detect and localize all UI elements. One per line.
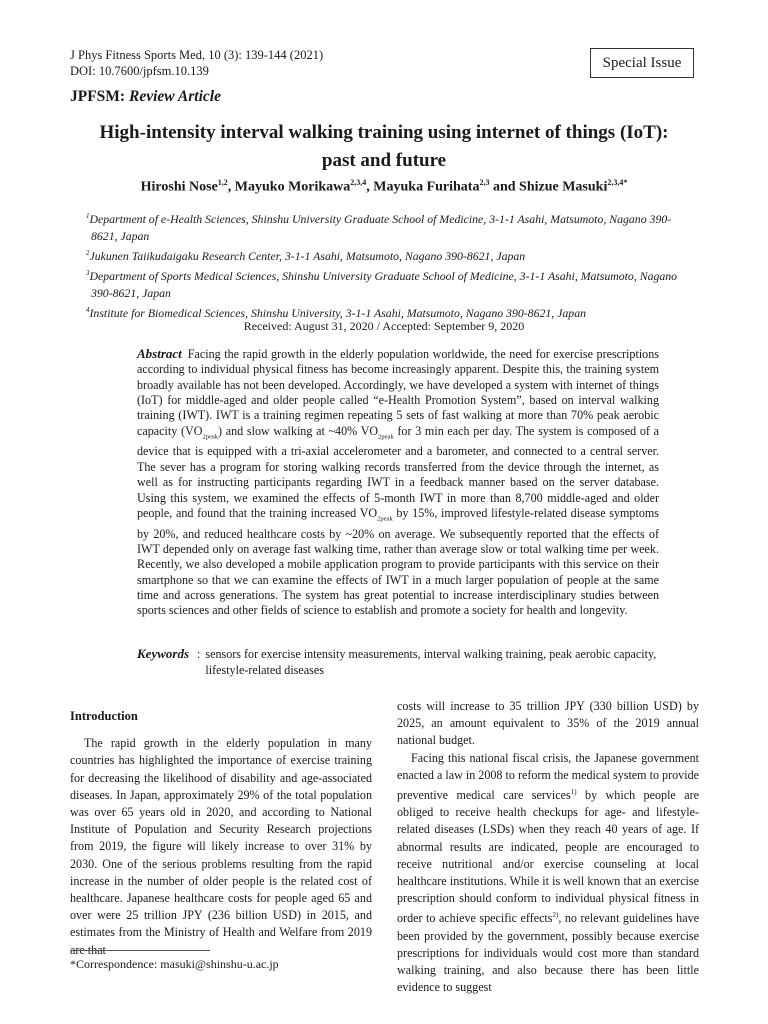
body-paragraph	[397, 750, 699, 997]
article-type-label: Review Article	[128, 88, 221, 105]
affiliation	[86, 245, 696, 265]
abstract-text: Facing the rapid growth in the elderly population worldwide, the need for exercise prescriptions according to individual physical fitness has become increasingly apparent. Despite this, the training system broadly available has not been developed. Accordingly, we have developed a system with internet of things (IoT) for middle-aged and older people called “e-Health Promotion System”, based on interval walking training (IWT). IWT is a training regimen repeating 5 sets of fast walking at more than 70% peak aerobic capacity (VO	[137, 347, 659, 438]
journal-citation-block	[70, 47, 323, 79]
author-list	[60, 178, 708, 196]
body-text: by which people are obliged to receive health checkups for age- and lifestyle-related diseases (LSDs) when they reach 40 years of age. If abnormal results are indicated, people are encouraged to receive nutritional and/or exercise counseling at local healthcare institutions. While it is well known that an exercise prescription should conform to individual physical fitness in order to achieve specific effects	[397, 788, 699, 926]
affiliation-text: Department of e-Health Sciences, Shinshu University Graduate School of Medicine, 3-1-1 Asahi, Matsumoto, Nagano 390-8621, Japan	[89, 211, 672, 243]
affiliation-text: Institute for Biomedical Sciences, Shinshu University, 3-1-1 Asahi, Matsumoto, Nagano 390-8621, Japan	[89, 305, 587, 320]
abstract	[137, 346, 659, 619]
footnote-divider	[70, 950, 210, 951]
right-column	[397, 698, 699, 997]
subscript: 2peak	[378, 433, 394, 441]
article-type	[70, 88, 221, 106]
abstract-text: ) and slow walking at ~40% VO	[218, 423, 379, 438]
journal-citation: J Phys Fitness Sports Med, 10 (3): 139-144 (2021)	[70, 48, 324, 62]
keywords	[137, 646, 659, 678]
received-accepted-dates: Received: August 31, 2020 / Accepted: September 9, 2020	[243, 319, 525, 333]
keywords-colon: :	[197, 647, 201, 661]
author-name: Shizue Masuki	[519, 179, 608, 195]
abstract-text: for 3 min each per day. The system is composed of a device that is equipped with a tri-axial accelerometer and a barometer, and connected to a central server. The sever has a program for storing walking records transferred from the device through the internet, as well as for instructing participants regarding IWT in a feedback manner based on the server database. Using this system, we examined the effects of 5-month IWT in more than 8,700 middle-aged and older people, and found that the training increased VO	[137, 423, 659, 520]
keywords-label: Keywords	[137, 646, 189, 661]
affiliation-number: 3	[86, 268, 90, 277]
author-affil-sup: 1,2	[217, 178, 228, 187]
author-affil-sup: 2,3,4	[350, 178, 367, 187]
author-affil-sup: 2,3,4*	[607, 178, 628, 187]
correspondence-footnote: *Correspondence: masuki@shinshu-u.ac.jp	[70, 957, 279, 971]
author-sep: ,	[227, 179, 235, 195]
author-name: Mayuko Morikawa	[234, 179, 351, 195]
keywords-text: sensors for exercise intensity measurements, interval walking training, peak aerobic capacity, lifestyle-related diseases	[205, 647, 657, 677]
section-heading-introduction: Introduction	[70, 709, 138, 723]
author-name: Mayuka Furihata	[373, 179, 480, 195]
body-text: , no relevant guidelines have been provided by the government, possibly because exercise prescriptions for individuals would cost more than standard walking training, and also because there has been little evidence to suggest	[397, 911, 699, 995]
affiliation	[86, 265, 696, 302]
abstract-label: Abstract	[137, 346, 182, 361]
abstract-text: by 15%, improved lifestyle-related disease symptoms by 20%, and reduced healthcare costs by ~20% on average. We subsequently reported that the effects of IWT depended only on average fast walking time, rather than average slow or total walking time per week. Recently, we also developed a mobile application program to provide participants with this service on their smartphone so that we can examine the effects of IWT in a much larger population of people at the same time and across generations. The system has great potential to increase interdisciplinary studies between sports sciences and other fields of science to establish and promote a society for health and longevity.	[137, 505, 659, 618]
affiliation-text: Jukunen Taiikudaigaku Research Center, 3-1-1 Asahi, Matsumoto, Nagano 390-8621, Japan	[89, 248, 526, 263]
paper-title	[60, 119, 708, 175]
body-paragraph: The rapid growth in the elderly population in many countries has highlighted the importance of exercise training for decreasing the likelihood of disability and age-associated diseases. In Japan, approximately 29% of the total population was over 65 years old in 2020, and according to National Institute of Population and Security Research projections from 2019, the figure will likely increase to over 31% by 2030. One of the serious problems resulting from the rapid increase in the number of older people is the related cost of healthcare. Japanese healthcare costs for people aged 65 and over were 25 trillion JPY (236 billion USD) in 2015, and estimates from the Ministry of Health and Welfare from 2019 are that	[70, 736, 372, 957]
reference-citation[interactable]: 1)	[570, 788, 577, 797]
affiliation-number: 1	[86, 212, 90, 220]
author-sep: and	[489, 179, 520, 195]
author-name: Hiroshi Nose	[140, 179, 218, 195]
author-sep: ,	[366, 179, 374, 195]
reference-citation[interactable]: 2)	[552, 911, 559, 920]
body-paragraph: costs will increase to 35 trillion JPY (330 billion USD) by 2025, an amount equivalent to 35% of the 2019 annual national budget.	[397, 699, 699, 748]
body-text: Facing this national fiscal crisis, the Japanese government enacted a law in 2008 to reform the medical system to provide preventive medical care services	[397, 750, 699, 803]
title-line-2: past and future	[321, 150, 447, 171]
author-affil-sup: 2,3	[479, 178, 490, 187]
subscript: 2peak	[202, 433, 219, 441]
affiliation-text: Department of Sports Medical Sciences, Shinshu University Graduate School of Medicine, 3-1-1 Asahi, Matsumoto, Nagano 390-8621, Japan	[89, 268, 678, 300]
title-line-1: High-intensity interval walking training using internet of things (IoT):	[99, 122, 669, 143]
special-issue-badge: Special Issue	[590, 48, 694, 78]
doi: DOI: 10.7600/jpfsm.10.139	[70, 64, 209, 78]
left-column	[70, 708, 372, 959]
affiliation	[86, 208, 696, 245]
subscript: 2peak	[377, 515, 393, 523]
affiliation-number: 2	[86, 248, 90, 257]
affiliation-number: 4	[86, 305, 90, 314]
journal-abbrev: JPFSM:	[70, 88, 126, 105]
affiliations	[86, 208, 696, 322]
